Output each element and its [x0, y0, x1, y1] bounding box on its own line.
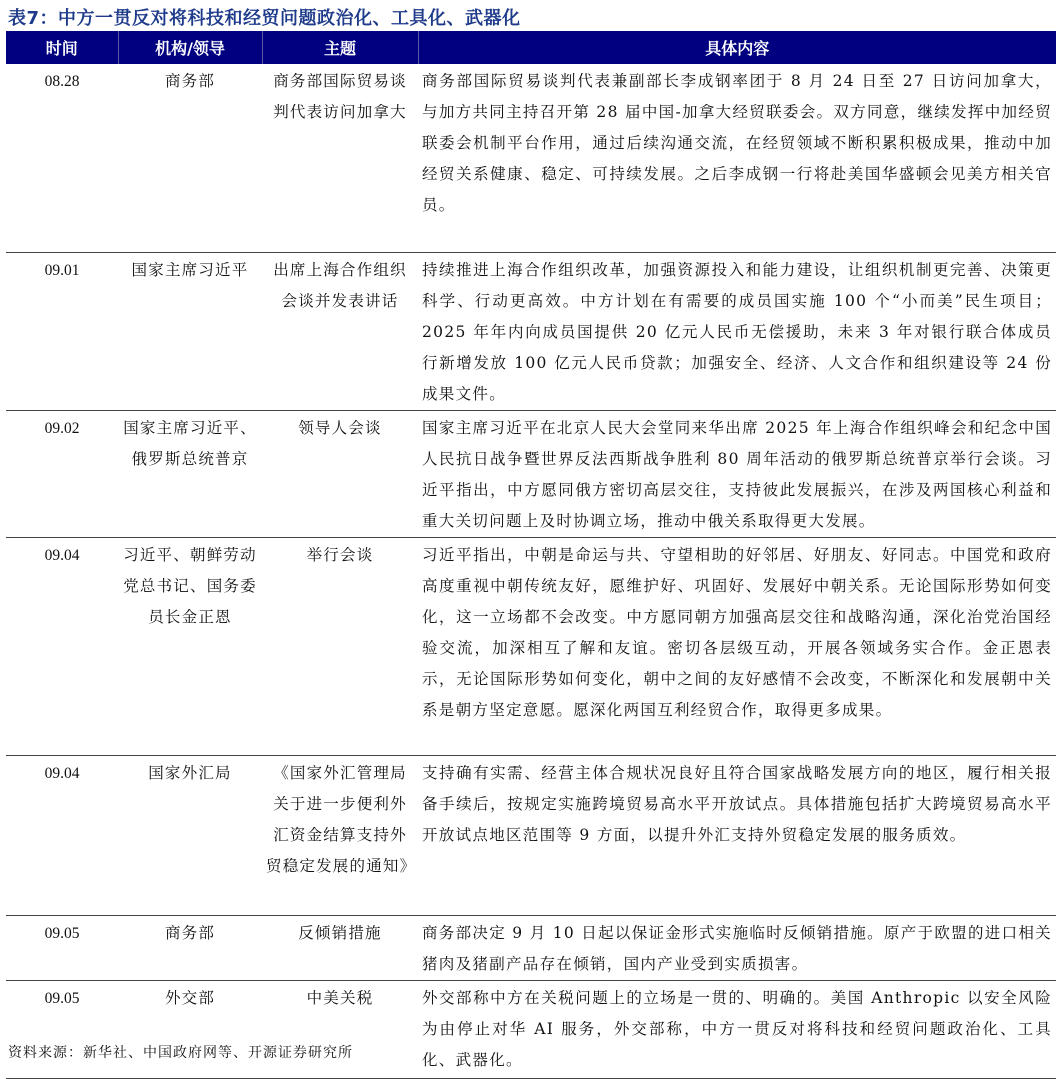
row-org: 外交部: [118, 980, 262, 1078]
header-org: 机构/领导: [118, 31, 262, 64]
header-topic: 主题: [262, 31, 418, 64]
row-date: 08.28: [6, 64, 118, 252]
row-date: 09.05: [6, 980, 118, 1078]
row-content: 商务部国际贸易谈判代表兼副部长李成钢率团于 8 月 24 日至 27 日访问加拿大，与加方共同主持召开第 28 届中国-加拿大经贸联委会。双方同意，继续发挥中加经贸联委会机制平台作用，通过后续沟通交流，在经贸领域不断积累积极成果，推动中加经贸关系健康、稳定、可持续发展。之后李成钢一行将赴美国华盛顿会见美方相关官员。: [418, 64, 1056, 252]
row-date: 09.04: [6, 755, 118, 915]
table-row: [6, 64, 1056, 252]
row-topic: 《国家外汇管理局关于进一步便利外汇资金结算支持外贸稳定发展的通知》: [262, 755, 418, 915]
table-row: [6, 537, 1056, 755]
row-org: 商务部: [118, 915, 262, 980]
row-content: 习近平指出，中朝是命运与共、守望相助的好邻居、好朋友、好同志。中国党和政府高度重视中朝传统友好，愿维护好、巩固好、发展好中朝关系。无论国际形势如何变化，这一立场都不会改变。中方愿同朝方加强高层交往和战略沟通，深化治党治国经验交流，加深相互了解和友谊。密切各层级互动，开展各领域务实合作。金正恩表示，无论国际形势如何变化，朝中之间的友好感情不会改变，不断深化和发展朝中关系是朝方坚定意愿。愿深化两国互利经贸合作，取得更多成果。: [418, 537, 1056, 755]
row-content: 支持确有实需、经营主体合规状况良好且符合国家战略发展方向的地区，履行相关报备手续后，按规定实施跨境贸易高水平开放试点。具体措施包括扩大跨境贸易高水平开放试点地区范围等 9 方面，以提升外汇支持外贸稳定发展的服务质效。: [418, 755, 1056, 915]
row-content: 外交部称中方在关税问题上的立场是一贯的、明确的。美国 Anthropic 以安全风险为由停止对华 AI 服务，外交部称，中方一贯反对将科技和经贸问题政治化、工具化、武器化。: [418, 980, 1056, 1078]
row-content: 国家主席习近平在北京人民大会堂同来华出席 2025 年上海合作组织峰会和纪念中国人民抗日战争暨世界反法西斯战争胜利 80 周年活动的俄罗斯总统普京举行会谈。习近平指出，中方愿同俄方密切高层交往，支持彼此发展振兴，在涉及两国核心利益和重大关切问题上及时协调立场，推动中俄关系取得更大发展。: [418, 410, 1056, 537]
row-topic: 中美关税: [262, 980, 418, 1078]
table-row: [6, 252, 1056, 410]
source-note: 资料来源：新华社、中国政府网等、开源证券研究所: [8, 1045, 353, 1061]
row-date: 09.01: [6, 252, 118, 410]
row-date: 09.05: [6, 915, 118, 980]
table-row: [6, 980, 1056, 1078]
row-content: 商务部决定 9 月 10 日起以保证金形式实施临时反倾销措施。原产于欧盟的进口相关猪肉及猪副产品存在倾销，国内产业受到实质损害。: [418, 915, 1056, 980]
table-row: [6, 915, 1056, 980]
row-content: 持续推进上海合作组织改革，加强资源投入和能力建设，让组织机制更完善、决策更科学、行动更高效。中方计划在有需要的成员国实施 100 个“小而美”民生项目；2025 年年内向成员国提供 20 亿元人民币无偿援助，未来 3 年对银行联合体成员行新增发放 100 亿元人民币贷款；加强安全、经济、人文合作和组织建设等 24 份成果文件。: [418, 252, 1056, 410]
policy-table: [6, 31, 1056, 1079]
row-org: 商务部: [118, 64, 262, 252]
header-date: 时间: [6, 31, 118, 64]
table-header: [6, 31, 1056, 64]
table-row: [6, 755, 1056, 915]
row-topic: 反倾销措施: [262, 915, 418, 980]
row-date: 09.04: [6, 537, 118, 755]
row-org: 国家外汇局: [118, 755, 262, 915]
row-org: 国家主席习近平: [118, 252, 262, 410]
row-org: 习近平、朝鲜劳动党总书记、国务委员长金正恩: [118, 537, 262, 755]
row-date: 09.02: [6, 410, 118, 537]
row-org: 国家主席习近平、俄罗斯总统普京: [118, 410, 262, 537]
table-title: 表7：中方一贯反对将科技和经贸问题政治化、工具化、武器化: [8, 8, 521, 29]
row-topic: 举行会谈: [262, 537, 418, 755]
row-topic: 领导人会谈: [262, 410, 418, 537]
table-row: [6, 410, 1056, 537]
row-topic: 商务部国际贸易谈判代表访问加拿大: [262, 64, 418, 252]
header-content: 具体内容: [418, 31, 1056, 64]
row-topic: 出席上海合作组织会谈并发表讲话: [262, 252, 418, 410]
